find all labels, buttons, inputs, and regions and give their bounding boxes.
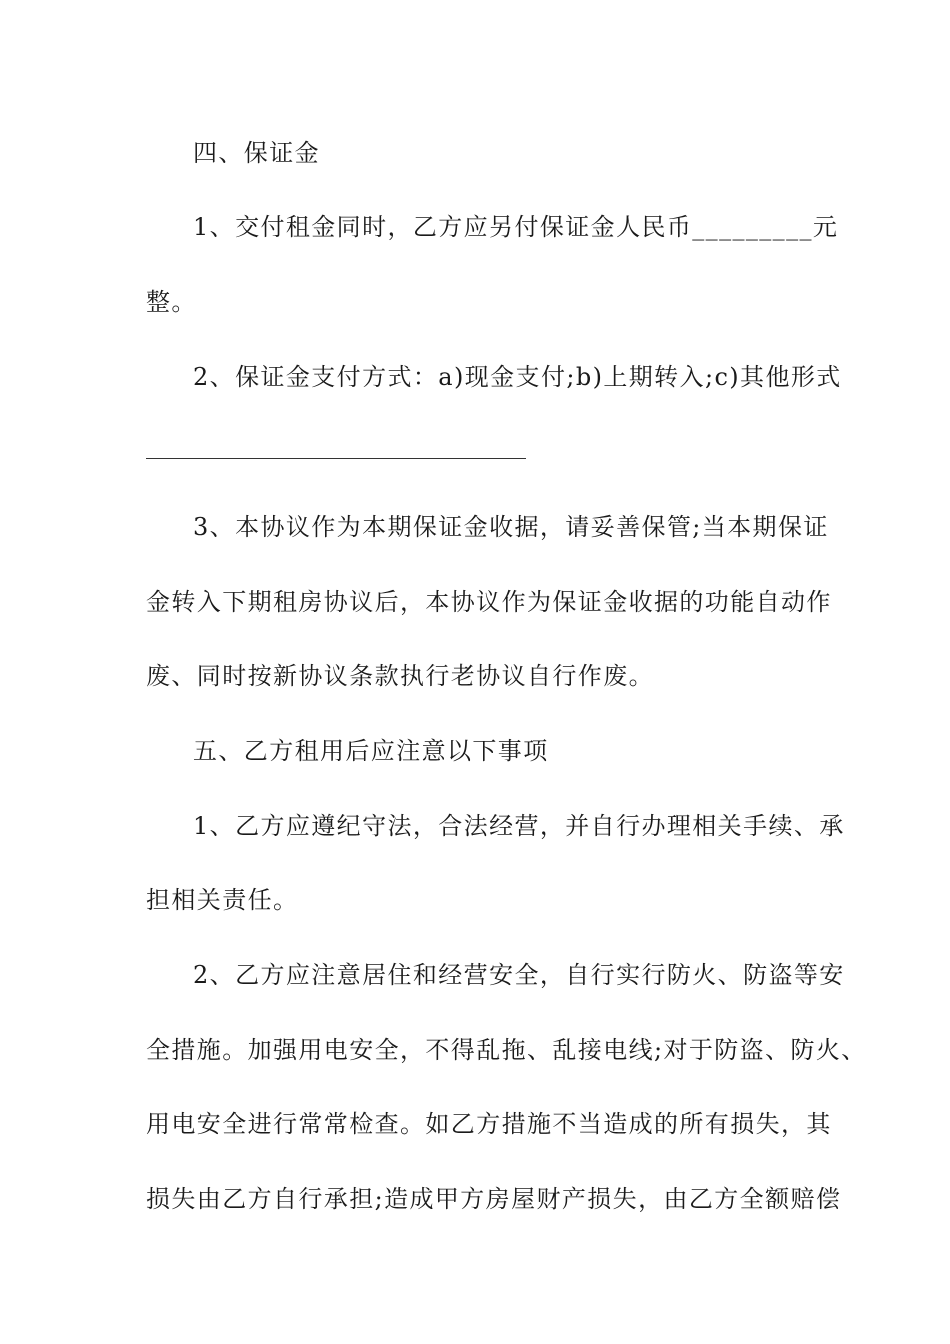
paragraph-line: 2、乙方应注意居住和经营安全，自行实行防火、防盗等安 <box>193 961 845 989</box>
paragraph-line: 2、保证金支付方式：a)现金支付;b)上期转入;c)其他形式 <box>193 363 842 391</box>
paragraph-line: 整。 <box>146 288 197 316</box>
section-heading-notes: 五、乙方租用后应注意以下事项 <box>193 737 549 765</box>
paragraph-line: 用电安全进行常常检查。如乙方措施不当造成的所有损失，其 <box>146 1110 832 1138</box>
fill-in-blank-line <box>146 458 526 459</box>
paragraph-line: 1、交付租金同时，乙方应另付保证金人民币_________元 <box>193 213 839 241</box>
paragraph-line: 3、本协议作为本期保证金收据，请妥善保管;当本期保证 <box>193 513 829 541</box>
paragraph-line: 1、乙方应遵纪守法，合法经营，并自行办理相关手续、承 <box>193 812 845 840</box>
paragraph-line: 全措施。加强用电安全，不得乱拖、乱接电线;对于防盗、防火、 <box>146 1036 867 1064</box>
section-heading-deposit: 四、保证金 <box>193 139 320 167</box>
paragraph-line: 损失由乙方自行承担;造成甲方房屋财产损失，由乙方全额赔偿 <box>146 1185 842 1213</box>
paragraph-line: 担相关责任。 <box>146 886 299 914</box>
paragraph-line: 废、同时按新协议条款执行老协议自行作废。 <box>146 662 654 690</box>
paragraph-line: 金转入下期租房协议后，本协议作为保证金收据的功能自动作 <box>146 588 832 616</box>
